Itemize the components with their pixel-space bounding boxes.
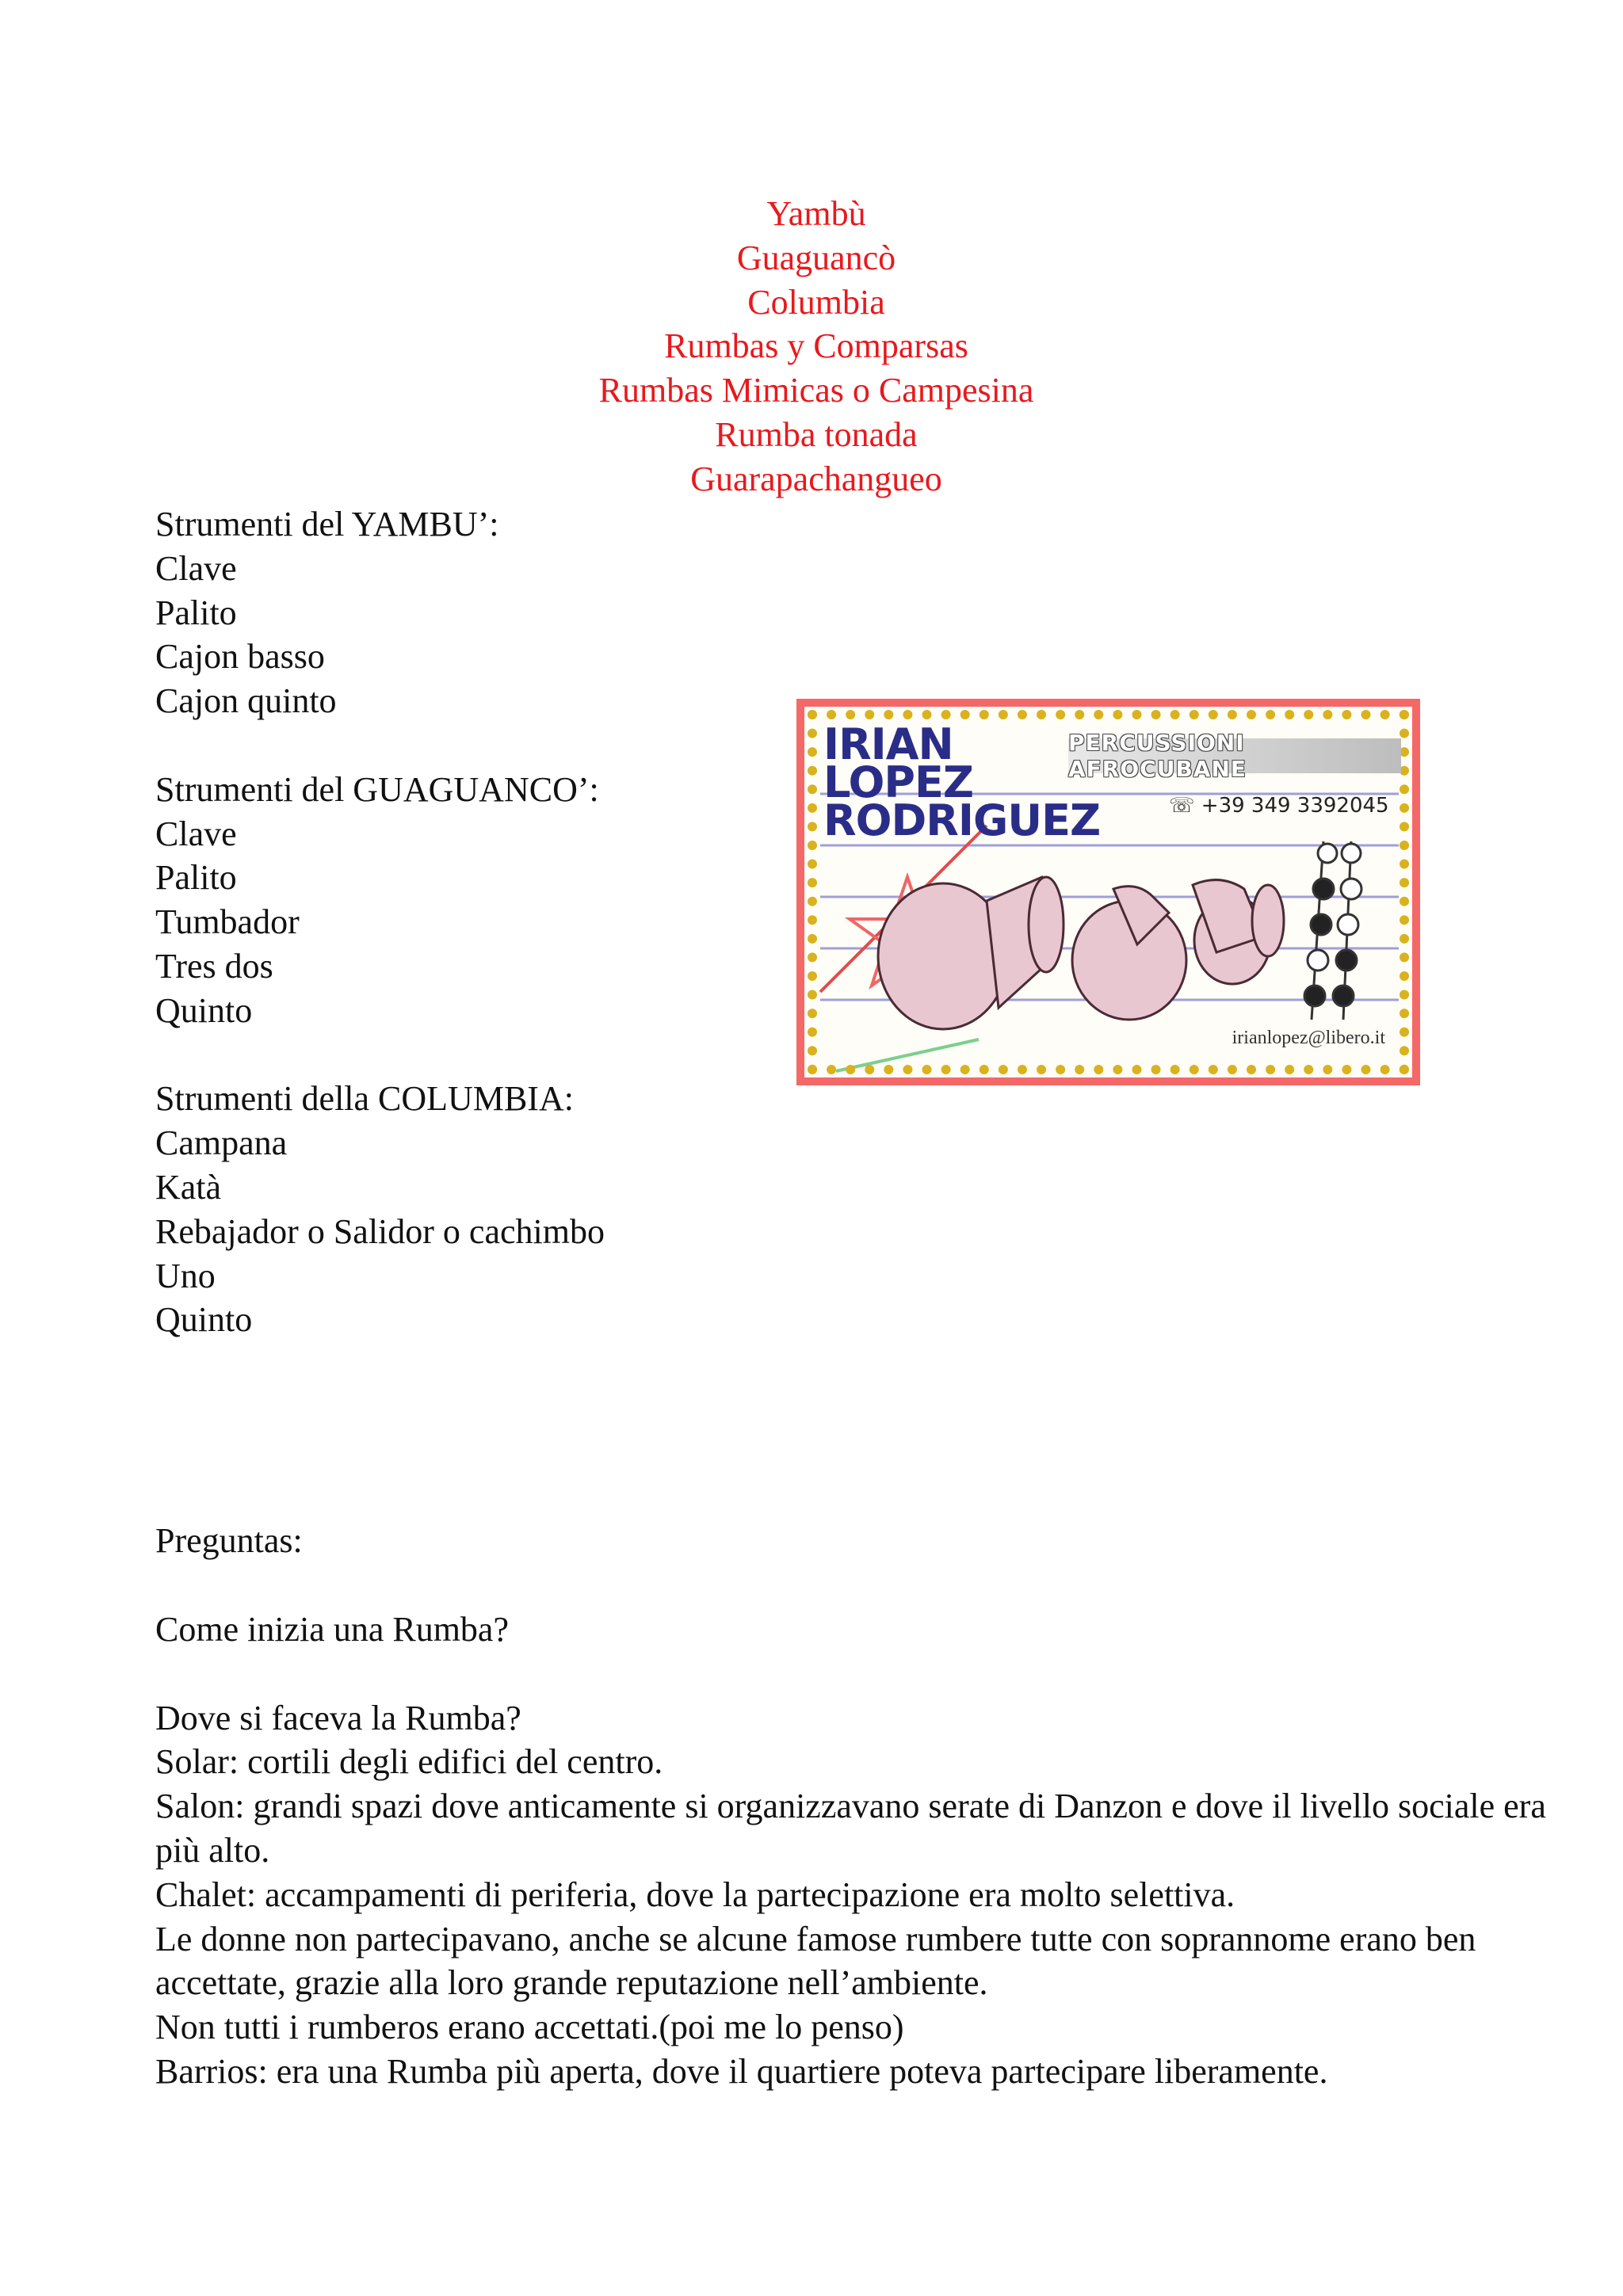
guaguanco-heading: Strumenti del GUAGUANCO’: (155, 769, 599, 809)
card-email: irianlopez@libero.it (1232, 1028, 1385, 1048)
list-item: Palito (155, 593, 237, 632)
yambu-heading: Strumenti del YAMBU’: (155, 505, 499, 543)
spacer (155, 1386, 1550, 1431)
spacer (155, 1431, 1550, 1475)
title-yambu: Yambù (766, 194, 866, 233)
spacer (155, 1342, 1550, 1386)
columbia-heading: Strumenti della COLUMBIA: (155, 1079, 574, 1119)
list-item: Cajon basso (155, 637, 325, 677)
list-item: Palito (155, 858, 237, 898)
title-guarapachangueo: Guarapachangueo (690, 459, 942, 498)
list-item: Cajon quinto (155, 681, 337, 721)
answer-line: Chalet: accampamenti di periferia, dove la partecipazione era molto selettiva. (155, 1875, 1235, 1914)
list-item: Quinto (155, 990, 253, 1030)
title-rumbas-mimicas: Rumbas Mimicas o Campesina (598, 371, 1034, 410)
list-item: Tres dos (155, 946, 273, 986)
spacer (155, 1652, 1550, 1696)
answer-line: Salon: grandi spazi dove anticamente si organizzavano serate di Danzon e dove il livello sociale era più alto. (155, 1787, 1546, 1870)
answer-line: Solar: cortili degli edifici del centro. (155, 1742, 663, 1782)
business-card (796, 699, 1420, 1085)
spacer (155, 1563, 1550, 1608)
list-item: Clave (155, 548, 237, 588)
card-name (823, 719, 1101, 845)
card-name-line: RODRIGUEZ (823, 795, 1101, 845)
title-guaguanco: Guaguancò (736, 238, 896, 277)
card-badge: PERCUSSIONI AFROCUBANE (1068, 738, 1401, 773)
list-item: Uno (155, 1256, 216, 1295)
business-card-inner (804, 707, 1412, 1077)
answer-line: Le donne non partecipavano, anche se alcune famose rumbere tutte con soprannome erano ben accettate, grazie alla loro grande reputazione nell’ambiente. (155, 1919, 1476, 2003)
list-item: Katà (155, 1167, 222, 1207)
answer-line: Barrios: era una Rumba più aperta, dove il quartiere poteva partecipare liberamente. (155, 2051, 1328, 2091)
answer-line: Non tutti i rumberos erano accettati.(poi me lo penso) (155, 2008, 904, 2047)
list-item: Campana (155, 1123, 288, 1163)
list-item: Tumbador (155, 902, 300, 942)
question-1: Come inizia una Rumba? (155, 1609, 509, 1649)
card-name-line: IRIAN (823, 719, 953, 769)
card-phone: ☏ +39 349 3392045 (1169, 794, 1389, 818)
list-item: Rebajador o Salidor o cachimbo (155, 1211, 605, 1251)
question-2: Dove si faceva la Rumba? (155, 1698, 521, 1737)
preguntas-heading: Preguntas: (155, 1521, 303, 1561)
title-rumbas-comparsas: Rumbas y Comparsas (664, 326, 968, 366)
card-name-line: LOPEZ (823, 757, 974, 807)
list-item: Quinto (155, 1300, 253, 1340)
title-rumba-tonada: Rumba tonada (715, 414, 918, 454)
list-item: Clave (155, 814, 237, 853)
title-list (0, 192, 1623, 502)
title-columbia: Columbia (747, 282, 885, 322)
spacer (155, 1475, 1550, 1520)
